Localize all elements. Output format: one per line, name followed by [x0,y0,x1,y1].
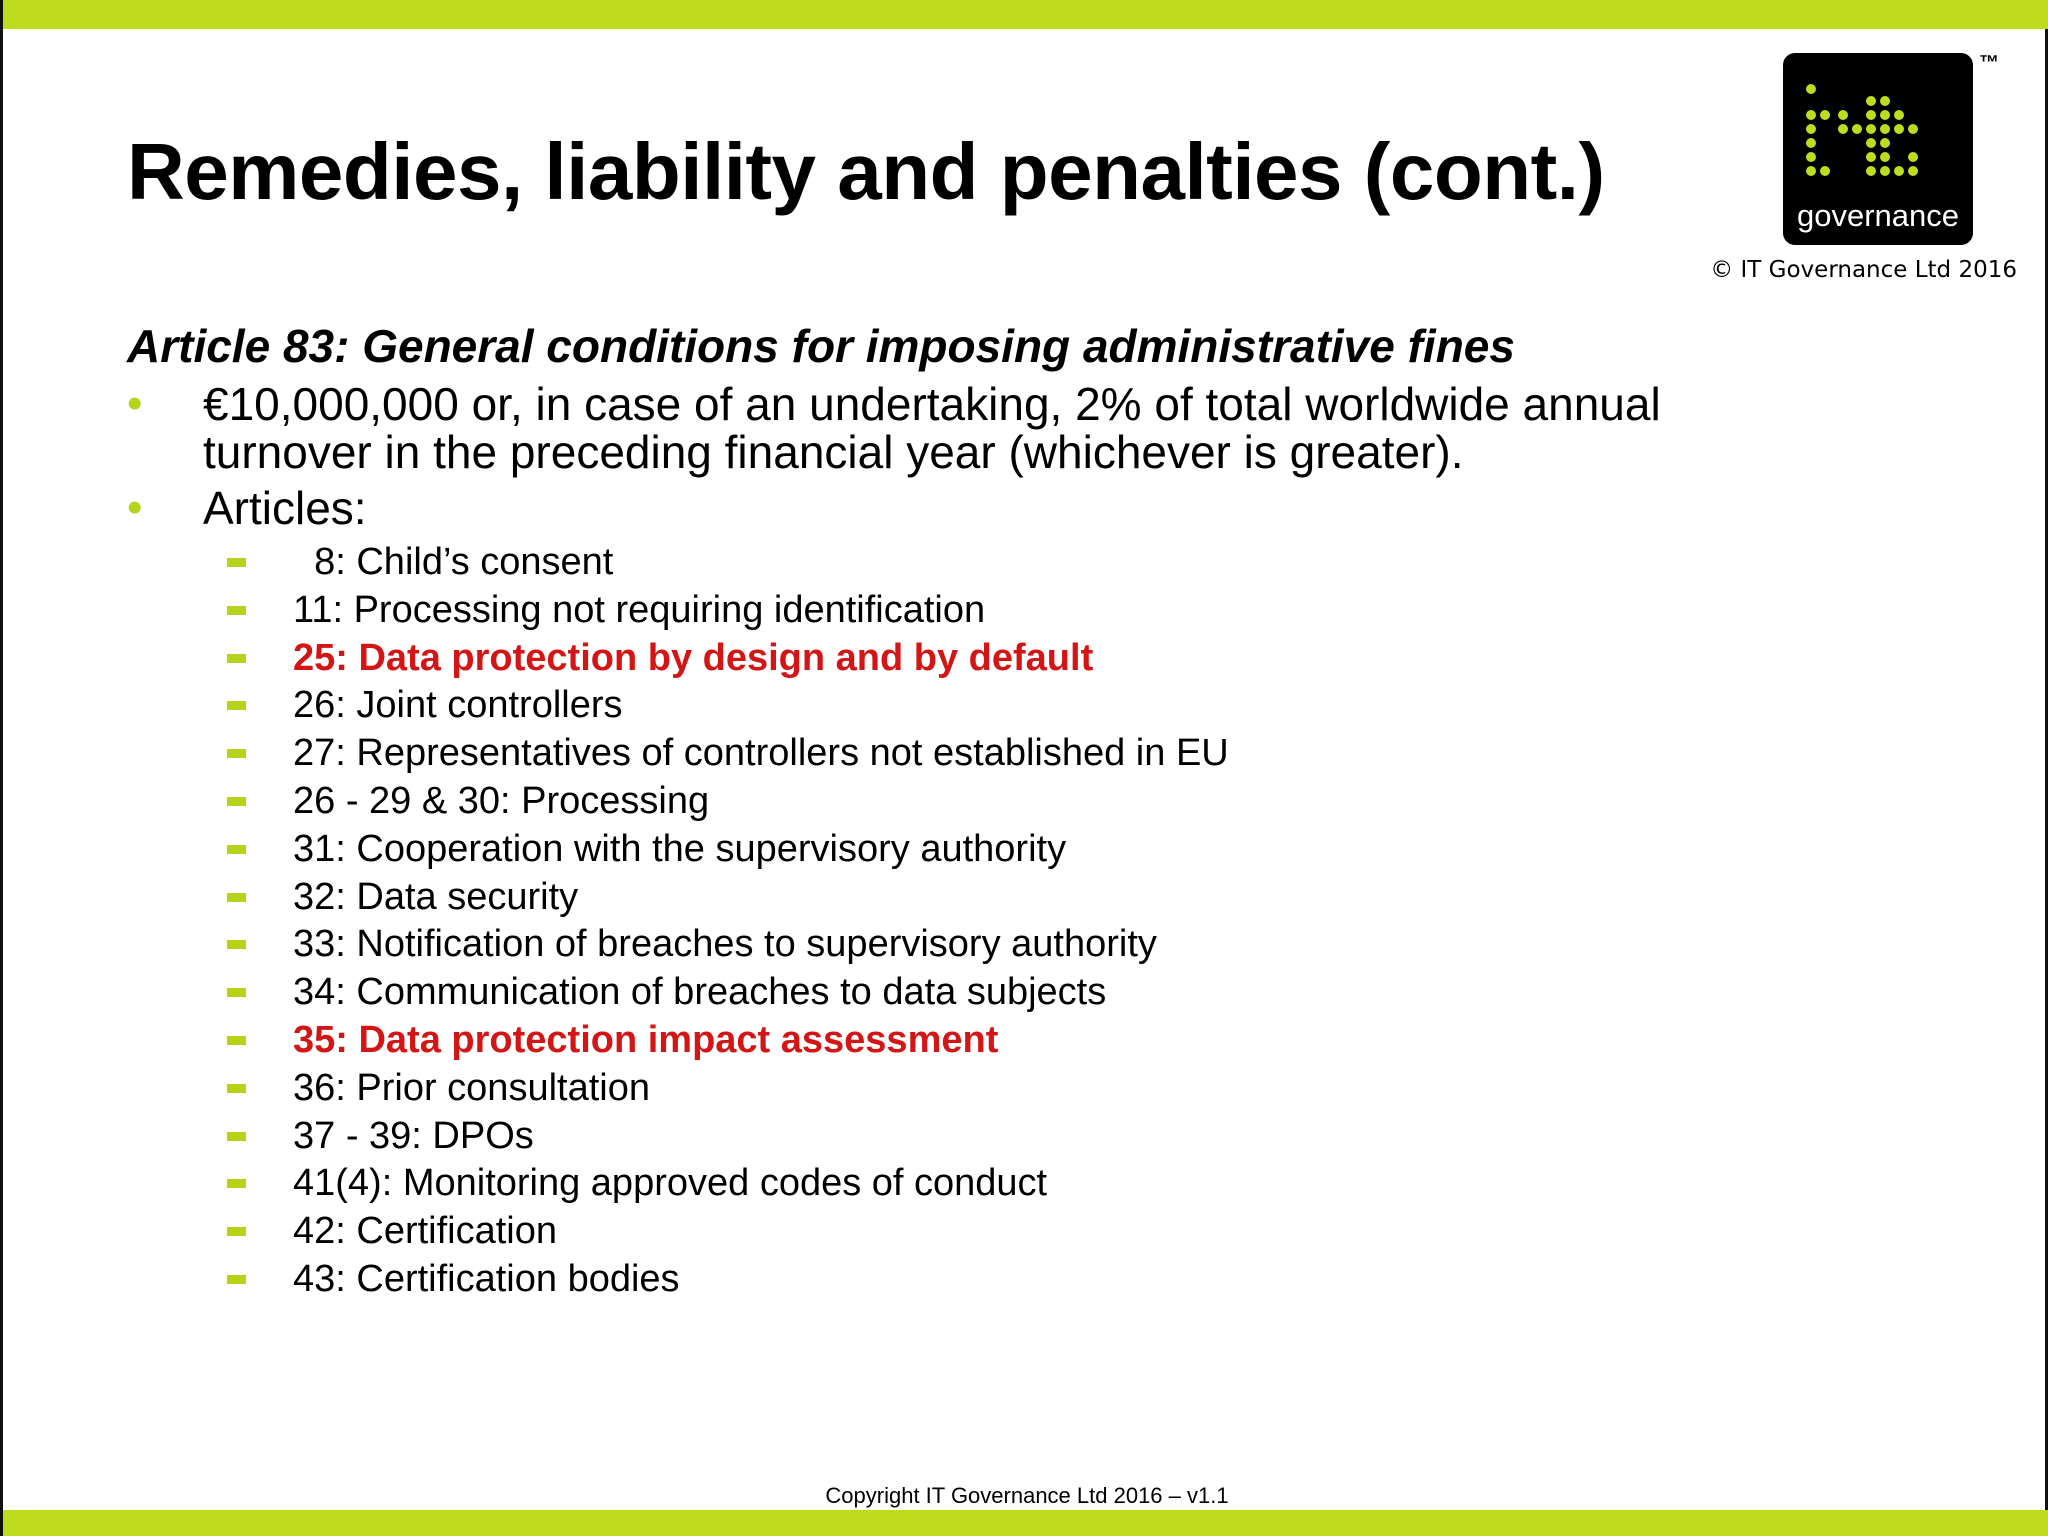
article-list-item-text: 36: Prior consultation [293,1067,650,1109]
dash-bullet-icon [227,845,246,854]
dash-bullet-icon [227,1179,246,1188]
article-list-item-text: 8: Child’s consent [293,541,614,583]
dash-bullet-icon [227,558,246,567]
article-list-item-text: 33: Notification of breaches to supervisory authority [293,923,1157,965]
article-list-item-text: 37 - 39: DPOs [293,1115,534,1157]
top-accent-bar [3,0,2048,29]
article-list-item-text: 43: Certification bodies [293,1258,680,1300]
dash-bullet-icon [227,701,246,710]
article-list-item-text: 41(4): Monitoring approved codes of conduct [293,1162,1048,1204]
bullet-fine-line-1: €10,000,000 or, in case of an undertaking, 2% of total worldwide annual [203,378,1661,430]
article-list-item-text: 25: Data protection by design and by default [293,637,1094,679]
dash-bullet-icon [227,1084,246,1093]
dash-bullet-icon [227,749,246,758]
slide-title: Remedies, liability and penalties (cont.) [127,127,1605,216]
bullet-fine-line-2: turnover in the preceding financial year (whichever is greater). [203,426,1464,478]
dash-bullet-icon [227,654,246,663]
dash-bullet-icon [227,1227,246,1236]
bottom-accent-bar [3,1510,2048,1536]
article-heading: Article 83: General conditions for imposing administrative fines [127,320,1515,372]
dash-bullet-icon [227,606,246,615]
logo-copyright: © IT Governance Ltd 2016 [1710,257,2017,283]
article-list-item-text: 42: Certification [293,1210,558,1252]
article-list-item-text: 26: Joint controllers [293,684,623,726]
dash-bullet-icon [227,797,246,806]
article-list-item-text: 32: Data security [293,876,579,918]
dash-bullet-icon [227,1275,246,1284]
dash-bullet-icon [227,893,246,902]
bullet-icon: • [127,483,143,532]
article-list-item-text: 31: Cooperation with the supervisory authority [293,828,1067,870]
dash-bullet-icon [227,988,246,997]
dash-bullet-icon [227,1036,246,1045]
dash-bullet-icon [227,940,246,949]
dash-bullet-icon [227,1132,246,1141]
footer-copyright: Copyright IT Governance Ltd 2016 – v1.1 [825,1483,1229,1508]
bullet-icon: • [127,379,143,428]
article-list-item-text: 35: Data protection impact assessment [293,1019,999,1061]
logo-dot-matrix-icon [1783,53,1973,203]
article-list-item-text: 26 - 29 & 30: Processing [293,780,710,822]
bullet-articles-label: Articles: [203,482,367,534]
trademark-symbol: ™ [1979,52,1999,74]
logo-wordmark: governance [1796,198,1959,233]
article-list-item-text: 27: Representatives of controllers not established in EU [293,732,1229,774]
article-list-item-text: 34: Communication of breaches to data subjects [293,971,1107,1013]
article-list-item-text: 11: Processing not requiring identification [293,589,986,631]
it-governance-logo [1783,53,1973,245]
